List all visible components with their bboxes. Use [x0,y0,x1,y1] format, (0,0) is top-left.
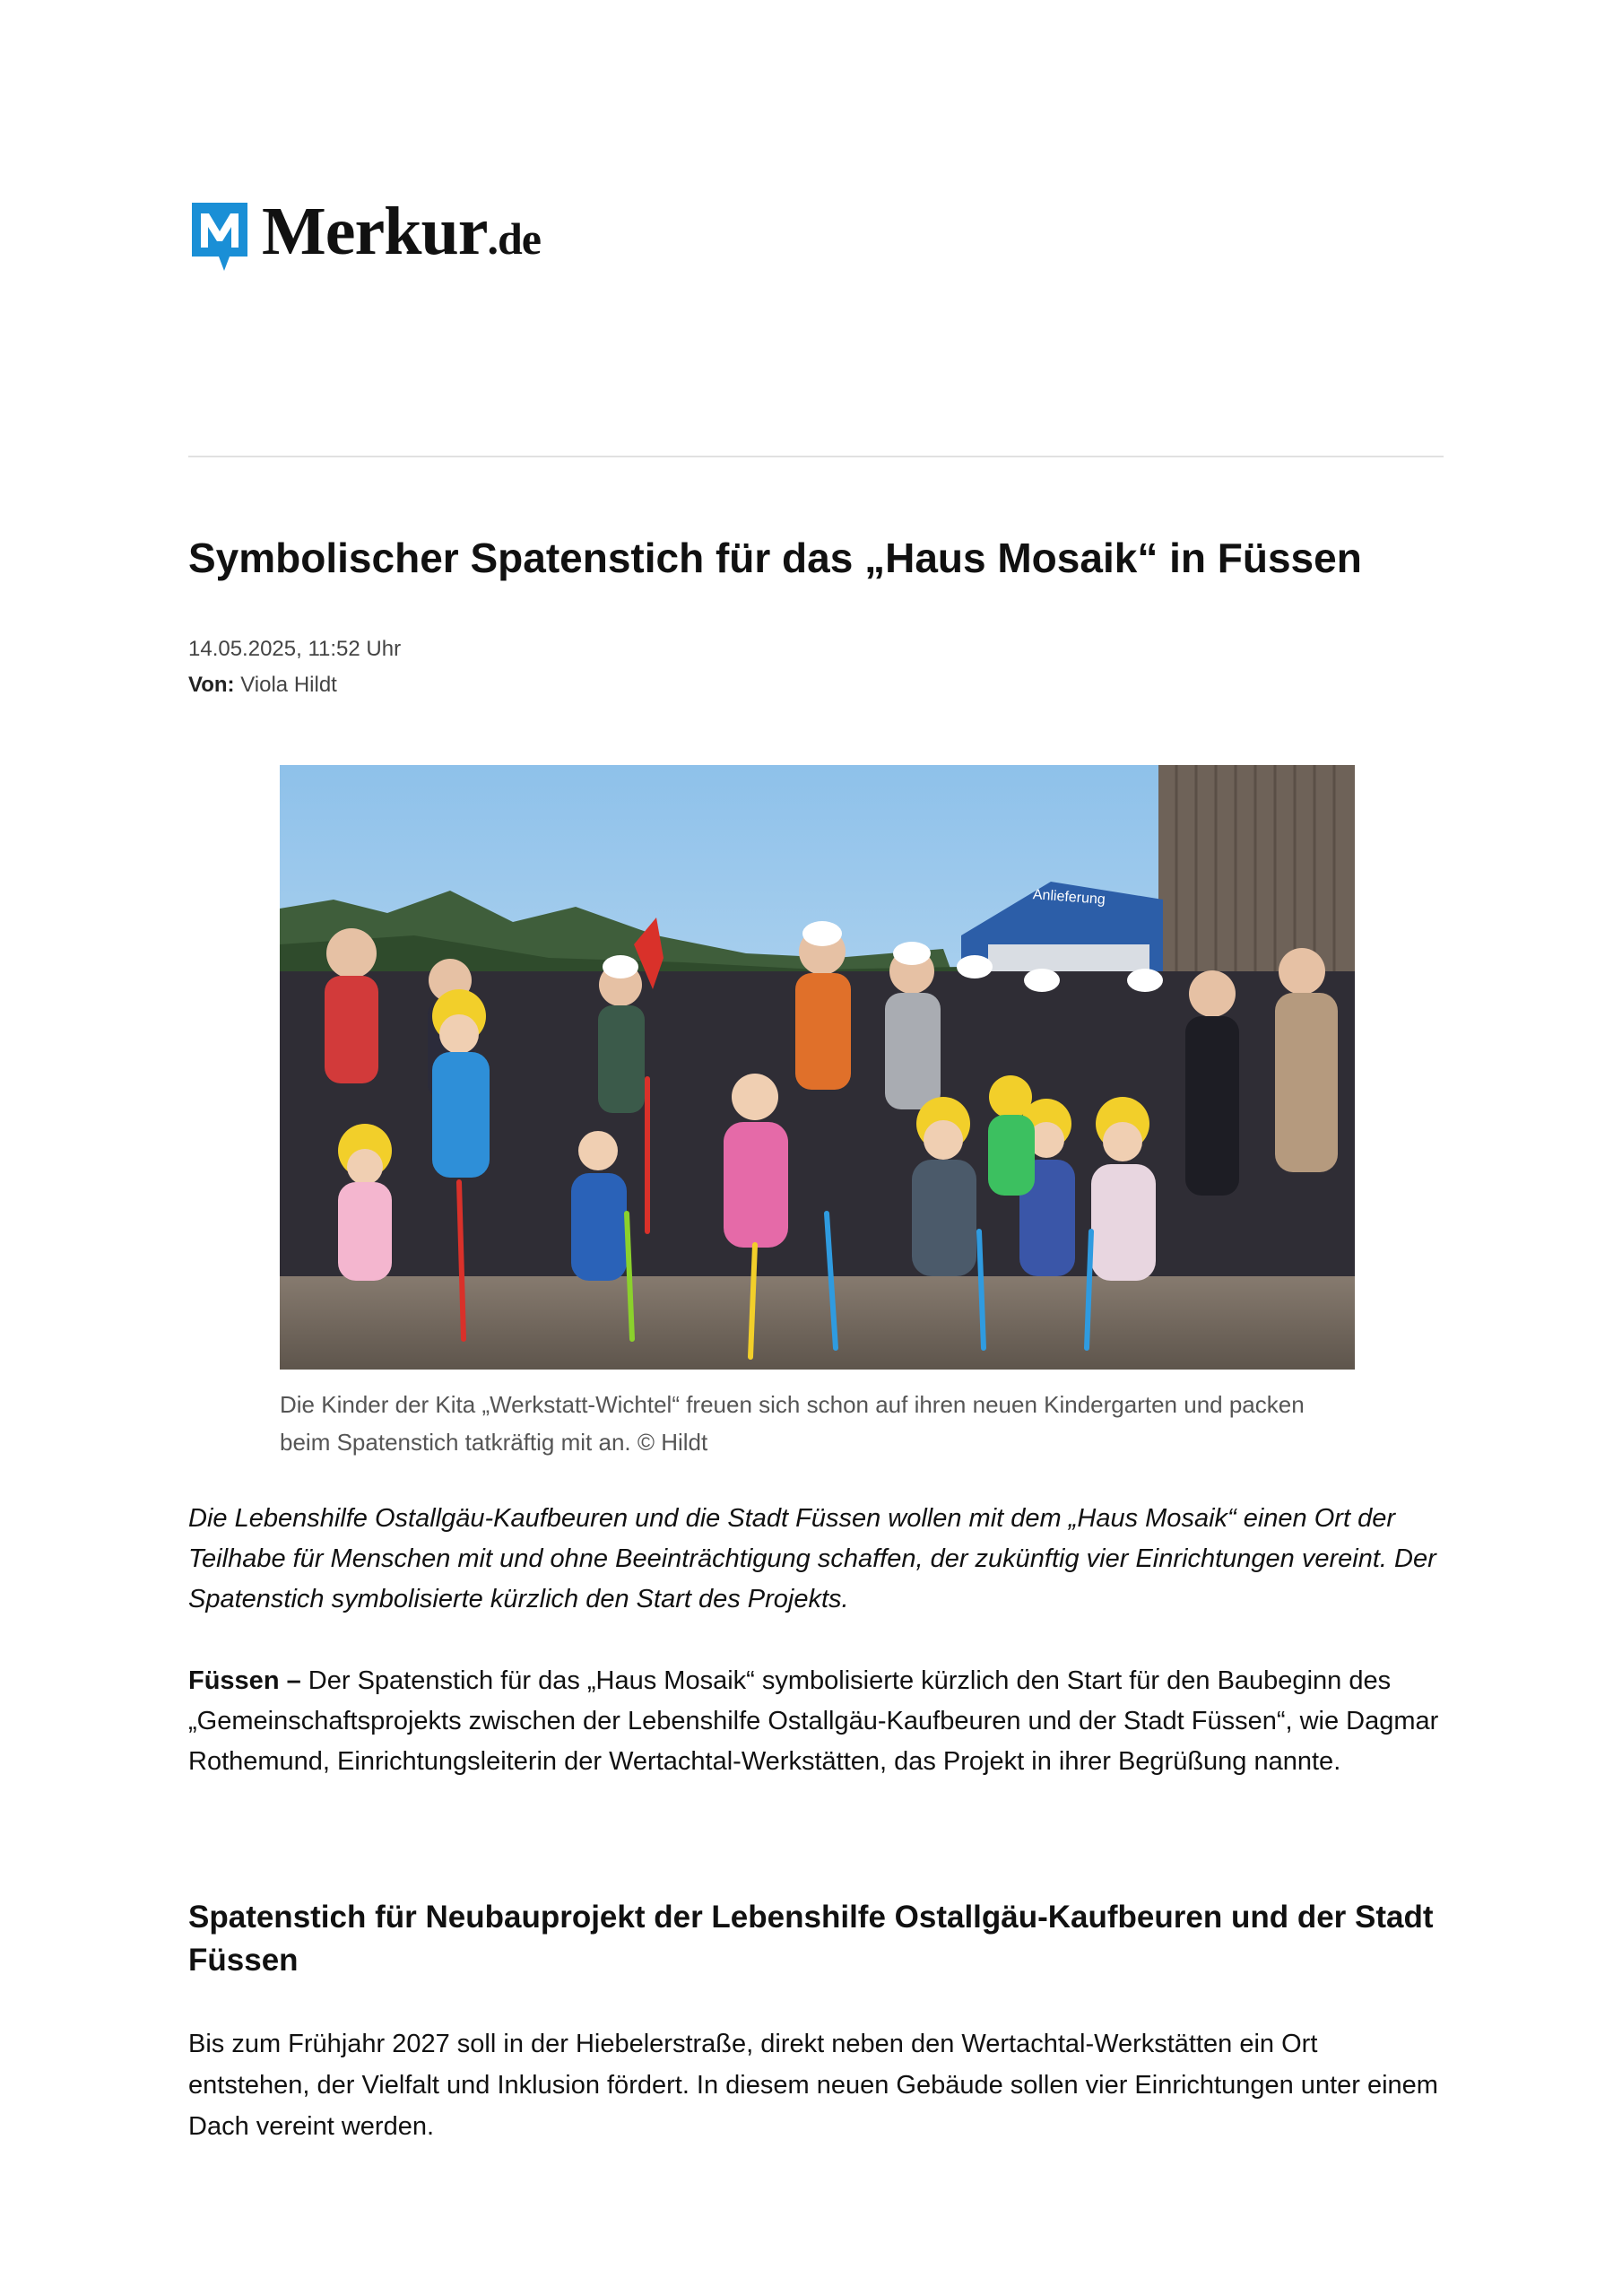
dateline: Füssen – [188,1666,301,1695]
paragraph-1-text: Der Spatenstich für das „Haus Mosaik“ symbolisierte kürzlich den Start für den Baubeginn des „Gemeinschaftsprojekts zwischen der Lebenshilfe Ostallgäu-Kaufbeuren und der Stadt Füssen“, wie Dagmar Rothemund, Einrichtungsleiterin der Wertachtal-Werkstätten, das Projekt in ihrer Begrüßung nannte. [188,1666,1439,1776]
article-byline [188,667,401,703]
header-divider [188,456,1444,457]
article-photo[interactable] [280,765,1355,1370]
article-paragraph-1 [188,1661,1444,1782]
author-label: Von: [188,673,235,697]
site-logo[interactable] [188,194,541,274]
logo-name: Merkur [262,194,488,269]
ground [280,1267,1355,1370]
article-title: Symbolischer Spatenstich für das „Haus Mosaik“ in Füssen [188,535,1362,581]
sign-anlieferung: Anlieferung [1032,887,1106,908]
article-date: 14.05.2025, 11:52 Uhr [188,637,402,661]
article-lead: Die Lebenshilfe Ostallgäu-Kaufbeuren und die Stadt Füssen wollen mit dem „Haus Mosaik“ einen Ort der Teilhabe für Menschen mit und ohne Beeinträchtigung schaffen, der zukünftig vier Einrichtungen vereint. Der Spatenstich symbolisierte kürzlich den Start des Projekts. [188,1504,1436,1613]
article-subheading: Spatenstich für Neubauprojekt der Lebenshilfe Ostallgäu-Kaufbeuren und der Stadt Füssen [188,1900,1434,1978]
article-paragraph-2: Bis zum Frühjahr 2027 soll in der Hiebelerstraße, direkt neben den Wertachtal-Werkstätten ein Ort entstehen, der Vielfalt und Inklusion fördert. In diesem neuen Gebäude sollen vier Einrichtungen unter einem Dach vereint werden. [188,2030,1438,2141]
photo-caption: Die Kinder der Kita „Werkstatt-Wichtel“ freuen sich schon auf ihren neuen Kindergarten und packen beim Spatenstich tatkräftig mit an. © Hildt [280,1391,1305,1456]
author-name: Viola Hildt [240,673,337,697]
logo-tld: .de [487,213,541,264]
logo-wordmark [262,194,541,269]
article-meta [188,631,401,703]
merkur-m-logo-icon [188,199,251,274]
